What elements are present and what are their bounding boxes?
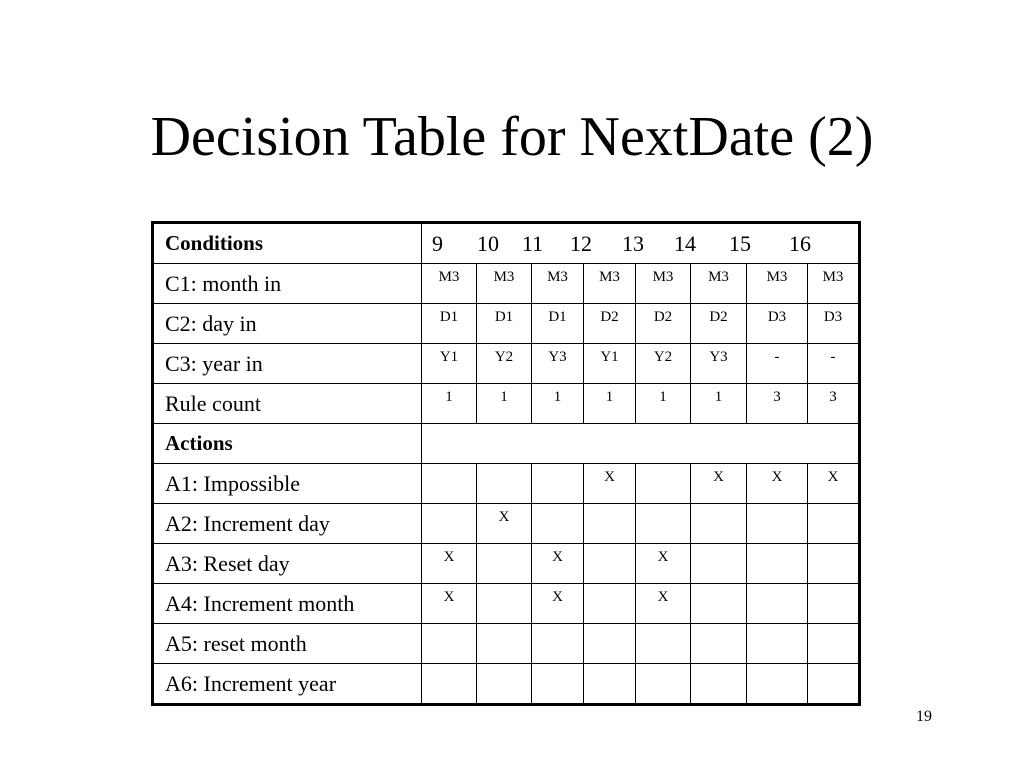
rule-cell: 1 — [422, 384, 477, 424]
rule-cell — [747, 544, 808, 584]
rule-cell — [422, 504, 477, 544]
rule-cell — [584, 624, 636, 664]
rule-cell: X — [584, 464, 636, 504]
rule-cell — [691, 544, 747, 584]
rule-cell: M3 — [584, 264, 636, 304]
actions-header-row — [153, 424, 860, 464]
action-row-a4 — [153, 584, 860, 624]
rule-cell — [584, 504, 636, 544]
rule-cell: M3 — [747, 264, 808, 304]
rule-cell: M3 — [636, 264, 691, 304]
condition-row-c1 — [153, 264, 860, 304]
rule-cell — [532, 504, 584, 544]
condition-label: C3: year in — [153, 344, 422, 384]
rule-cell: D3 — [808, 304, 860, 344]
rule-cell: X — [477, 504, 532, 544]
rule-cell: Y1 — [422, 344, 477, 384]
rule-cell: X — [808, 464, 860, 504]
rule-cell — [691, 624, 747, 664]
rule-cell: D1 — [422, 304, 477, 344]
action-label: A5: reset month — [153, 624, 422, 664]
rule-number: 12 — [570, 231, 592, 256]
rule-cell: D2 — [691, 304, 747, 344]
rule-cell — [808, 584, 860, 624]
slide-title: Decision Table for NextDate (2) — [150, 106, 874, 168]
rule-cell — [691, 504, 747, 544]
action-row-a1 — [153, 464, 860, 504]
action-label: A6: Increment year — [153, 664, 422, 705]
rule-cell: D1 — [532, 304, 584, 344]
rule-cell — [747, 584, 808, 624]
rule-cell — [747, 504, 808, 544]
rule-cell: M3 — [808, 264, 860, 304]
rule-number: 13 — [622, 231, 644, 256]
rule-cell — [636, 464, 691, 504]
rule-cell — [532, 664, 584, 705]
rule-cell — [691, 584, 747, 624]
rule-cell: Y1 — [584, 344, 636, 384]
rule-cell: M3 — [422, 264, 477, 304]
rule-cell — [636, 504, 691, 544]
rule-number: 9 — [432, 231, 443, 256]
rule-cell — [477, 664, 532, 705]
rule-cell: X — [422, 544, 477, 584]
rule-cell: 1 — [584, 384, 636, 424]
action-row-a5 — [153, 624, 860, 664]
rule-cell — [636, 664, 691, 705]
conditions-header: Conditions — [153, 223, 422, 264]
rule-cell: X — [636, 544, 691, 584]
rule-cell: X — [532, 584, 584, 624]
rule-number: 15 — [729, 231, 751, 256]
rule-cell: 1 — [477, 384, 532, 424]
rule-cell: - — [808, 344, 860, 384]
rule-cell: 1 — [636, 384, 691, 424]
condition-label: C1: month in — [153, 264, 422, 304]
rule-cell: 3 — [747, 384, 808, 424]
rule-cell — [477, 544, 532, 584]
rule-number: 16 — [789, 231, 811, 256]
condition-row-c2 — [153, 304, 860, 344]
rule-cell: 3 — [808, 384, 860, 424]
action-label: A4: Increment month — [153, 584, 422, 624]
decision-table — [151, 221, 861, 706]
rule-cell — [584, 664, 636, 705]
rule-cell — [532, 464, 584, 504]
rule-cell — [808, 624, 860, 664]
rule-cell: D1 — [477, 304, 532, 344]
rule-cell: D2 — [584, 304, 636, 344]
rule-number: 11 — [522, 231, 544, 256]
action-row-a2 — [153, 504, 860, 544]
action-row-a3 — [153, 544, 860, 584]
rule-cell — [747, 664, 808, 705]
rule-cell — [477, 584, 532, 624]
rule-cell: Y2 — [477, 344, 532, 384]
action-label: A3: Reset day — [153, 544, 422, 584]
rule-cell — [747, 624, 808, 664]
rule-cell — [532, 624, 584, 664]
rule-cell — [636, 624, 691, 664]
rule-cell — [808, 664, 860, 705]
rule-cell: M3 — [691, 264, 747, 304]
rule-numbers — [422, 223, 860, 264]
rule-number: 10 — [477, 231, 499, 256]
condition-row-c3 — [153, 344, 860, 384]
page-number: 19 — [916, 708, 932, 725]
rule-cell — [691, 664, 747, 705]
rule-cell: X — [636, 584, 691, 624]
rule-cell: X — [422, 584, 477, 624]
rule-cell — [808, 504, 860, 544]
rule-cell — [584, 544, 636, 584]
rule-cell — [808, 544, 860, 584]
actions-header: Actions — [153, 424, 422, 464]
rule-number: 14 — [674, 231, 696, 256]
condition-label: C2: day in — [153, 304, 422, 344]
rule-cell: D3 — [747, 304, 808, 344]
rule-cell: Y2 — [636, 344, 691, 384]
rule-cell: X — [691, 464, 747, 504]
rule-cell: Y3 — [691, 344, 747, 384]
rule-cell — [422, 464, 477, 504]
rule-cell: M3 — [532, 264, 584, 304]
condition-row-rule-count — [153, 384, 860, 424]
action-label: A2: Increment day — [153, 504, 422, 544]
rule-cell: D2 — [636, 304, 691, 344]
rule-cell: 1 — [691, 384, 747, 424]
rule-cell — [477, 464, 532, 504]
rule-cell — [422, 664, 477, 705]
rule-cell: 1 — [532, 384, 584, 424]
condition-label: Rule count — [153, 384, 422, 424]
actions-header-spacer — [422, 424, 860, 464]
rule-cell — [584, 584, 636, 624]
rule-cell: - — [747, 344, 808, 384]
conditions-header-row — [153, 223, 860, 264]
rule-cell: Y3 — [532, 344, 584, 384]
action-row-a6 — [153, 664, 860, 705]
rule-cell — [422, 624, 477, 664]
rule-cell: X — [532, 544, 584, 584]
action-label: A1: Impossible — [153, 464, 422, 504]
rule-cell — [477, 624, 532, 664]
rule-cell: X — [747, 464, 808, 504]
rule-cell: M3 — [477, 264, 532, 304]
